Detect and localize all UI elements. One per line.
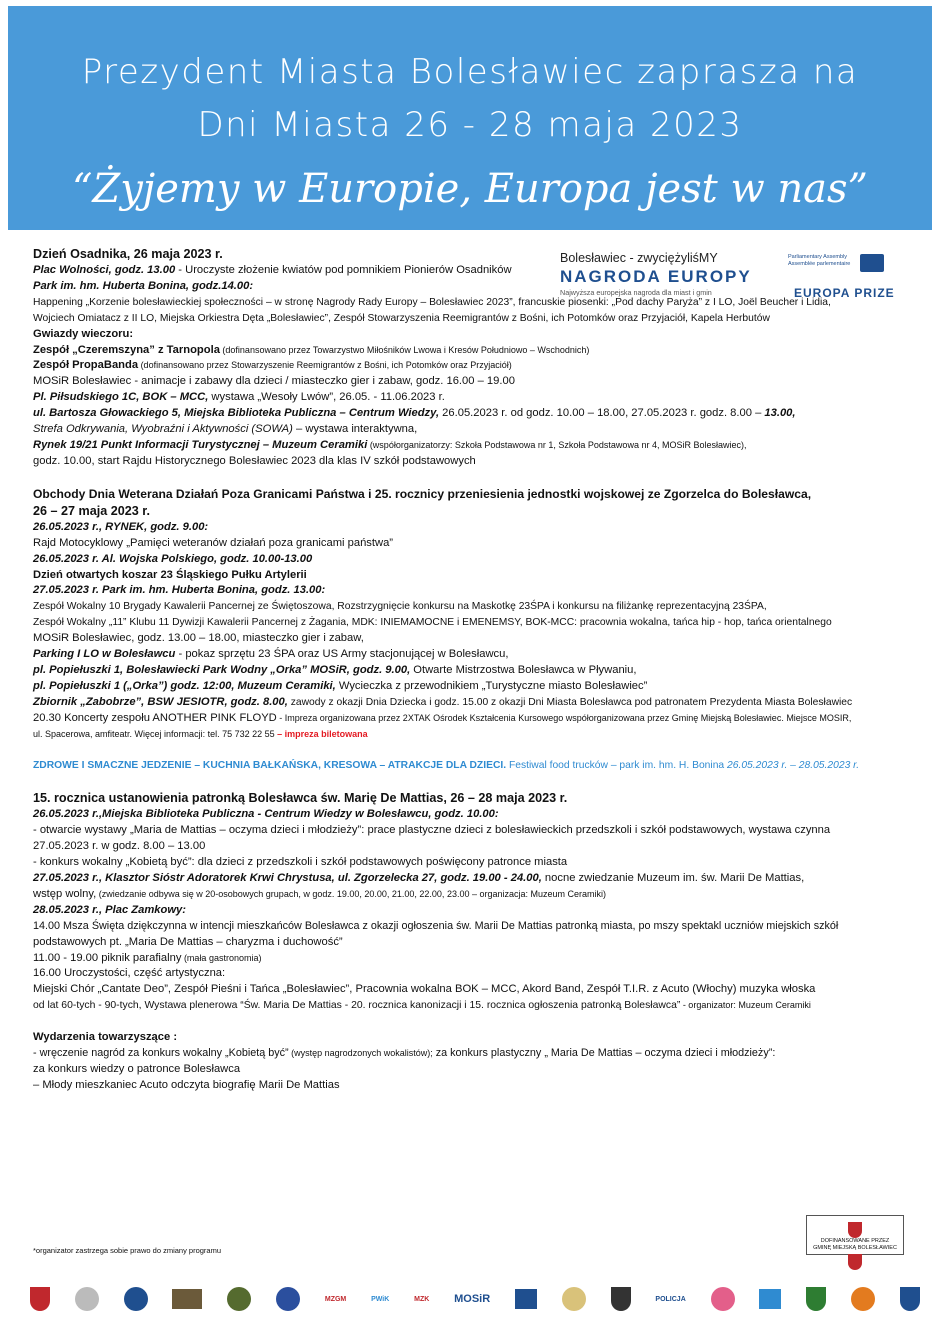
s4-l3: 27.05.2023 r. w godz. 8.00 – 13.00 [33, 840, 206, 853]
coat-of-arms-icon [848, 1222, 862, 1238]
military-badge-icon [227, 1287, 251, 1311]
pace-label: Parliamentary Assembly Assemblée parlementaire [788, 254, 851, 267]
anniversary-24-icon [851, 1287, 875, 1311]
police-logo: POLICJA [655, 1295, 686, 1303]
s2-l6: Zespół Wokalny 10 Brygady Kawalerii Pancernej ze Świętoszowa, Rozstrzygnięcie konkursu na Maskotkę 23ŚPA i konkursu na filiżankę reprezentacyjną 23ŚPA, [33, 601, 767, 613]
s2-l9a: Parking I LO w Bolesławcu [33, 648, 176, 661]
coat-of-arms-icon [848, 1254, 862, 1270]
s4-l6b: (zwiedzanie odbywa się w 20-osobowych grupach, w godz. 19.00, 20.00, 21.00, 22.00, 23.00 – organizacja: Muzeum Ceramiki) [96, 888, 607, 899]
header-line1: Prezydent Miasta Bolesławiec zaprasza na [81, 52, 859, 92]
scout-badge-icon [806, 1287, 826, 1311]
s1-l5: Gwiazdy wieczoru: [33, 327, 134, 340]
award-line2: NAGRODA EUROPY [560, 267, 752, 286]
s2-l14b: – impreza biletowana [277, 728, 368, 739]
header-line2: Dni Miasta 26 - 28 maja 2023 [197, 105, 743, 145]
s1-l8: MOSiR Bolesławiec - animacje i zabawy dla dzieci / miasteczko gier i zabaw, godz. 16.00 – 19.00 [33, 375, 515, 388]
s1-l7a: Zespół PropaBanda [33, 359, 139, 372]
city-logo-icon [75, 1287, 99, 1311]
s5-l3: – Młody mieszkaniec Acuto odczyta biografię Marii De Mattias [33, 1078, 340, 1091]
s1-l6b: (dofinansowano przez Towarzystwo Miłośników Lwowa i Kresów Południowo – Wschodnich) [219, 344, 590, 355]
award-line1: Bolesławiec - zwyciężyliśMY [560, 251, 718, 265]
footnote: *organizator zastrzega sobie prawo do zmiany programu [33, 1246, 222, 1255]
shield-logo-icon [611, 1287, 631, 1311]
s2-l2: Rajd Motocyklowy „Pamięci weteranów działań poza granicami państwa” [33, 536, 394, 549]
s2-l5: 27.05.2023 r. Park im. hm. Huberta Bonina, godz. 13.00: [33, 584, 326, 597]
s2-l8: MOSiR Bolesławiec, godz. 13.00 – 18.00, miasteczko gier i zabaw, [33, 632, 364, 645]
s1-title: Dzień Osadnika, 26 maja 2023 r. [33, 247, 223, 261]
pwik-logo: PWiK [371, 1295, 390, 1303]
s2-l12a: Zbiornik „Zabobrze”, BSW JESIOTR, godz. 8.00, [33, 695, 288, 708]
s1-l12a: Rynek 19/21 Punkt Informacji Turystycznej – Muzeum Ceramiki [33, 438, 368, 451]
s4-l1: 26.05.2023 r.,Miejska Biblioteka Publiczna - Centrum Wiedzy w Bolesławcu, godz. 10.00: [33, 808, 499, 821]
s4-l10b: (mała gastronomia) [181, 952, 262, 963]
spacer [33, 470, 913, 486]
s2-l13a: 20.30 Koncerty zespołu ANOTHER PINK FLOYD [33, 711, 277, 724]
s1-l10c: 13.00, [764, 407, 796, 420]
s4-title: 15. rocznica ustanowienia patronką Bolesławca św. Marię De Mattias, 26 – 28 maja 2023 r. [33, 791, 568, 806]
coat-of-arms-icon [30, 1287, 50, 1311]
s1-l1b: - Uroczyste złożenie kwiatów pod pomnikiem Pionierów Osadników [175, 264, 512, 276]
spacer [33, 774, 913, 790]
council-of-europe-icon [124, 1287, 148, 1311]
spacer [33, 1014, 913, 1030]
coat-of-arms-icon [900, 1287, 920, 1311]
s1-l7b: (dofinansowano przez Stowarzyszenie Reemigrantów z Bośni, ich Potomków oraz Przyjaciół) [138, 360, 512, 371]
s4-l9: podstawowych pt. „Maria De Mattias – charyzma i duchowość” [33, 935, 343, 948]
s4-l5b: nocne zwiedzanie Muzeum im. św. Marii De Mattias, [541, 872, 805, 884]
library-logo-icon [515, 1287, 537, 1311]
award-line3: Najwyższa europejska nagroda dla miast i gmin [560, 288, 712, 297]
s4-l13a: od lat 60-tych - 90-tych, Wystawa plenerowa “Św. Maria De Mattias - 20. rocznica kanonizacji i 15. rocznica ogłoszenia patronką Bolesławca” [33, 1000, 681, 1012]
s4-l12: Miejski Chór „Cantate Deo”, Zespół Pieśni i Tańca „Bolesławiec”, Pracownia wokalna BOK – MCC, Akord Band, Zespół T.I.R. z Acuto (Włochy) muzyka włoska [33, 983, 816, 996]
funded-box [806, 1215, 904, 1255]
s4-l2: - otwarcie wystawy „Maria de Mattias – oczyma dzieci i młodzieży”: prace plastyczne dzieci z bolesławieckich przedszkoli i szkół podstawowych, wystawa czynna [33, 824, 831, 837]
parish-logo-icon [562, 1287, 586, 1311]
spacer [33, 742, 913, 758]
funded-label: DOFINANSOWANE PRZEZ GMINĘ MIEJSKĄ BOLESŁAWIEC [813, 1238, 897, 1251]
s2-l14a: ul. Spacerowa, amfiteatr. Więcej informacji: tel. 75 732 22 55 [33, 728, 278, 739]
s1-l6a: Zespół „Czeremszyna” z Tarnopola [33, 343, 220, 356]
program-content [33, 246, 913, 1094]
s5-l1a: - wręczenie nagród za konkurs wokalny „Kobietą być” [33, 1047, 289, 1060]
s4-l5a: 27.05.2023 r., Klasztor Sióstr Adoratorek Krwi Chrystusa, ul. Zgorzelecka 27, godz. 19.00 - 24.00, [33, 872, 542, 884]
s2-title1: Obchody Dnia Weterana Działań Poza Granicami Państwa i 25. rocznicy przeniesienia jednostki wojskowej ze Zgorzelca do Bolesławca, [33, 486, 812, 501]
s3-c: 26.05.2023 r. – 28.05.2023 r. [727, 760, 860, 772]
s1-l13: godz. 10.00, start Rajdu Historycznego Bolesławiec 2023 dla klas IV szkół podstawowych [33, 454, 476, 467]
header-motto: “Żyjemy w Europie, Europa jest w nas” [71, 166, 869, 212]
header-banner [8, 6, 932, 230]
s4-l8: 14.00 Msza Święta dziękczynna w intencji mieszkańców Bolesławca z okazji ogłoszenia św. Marii De Mattias patronką miasta, po mszy spektakl uczniów miejskich szkół [33, 919, 839, 932]
s2-l11b: Wycieczka z przewodnikiem „Turystyczne miasto Bolesławiec” [335, 679, 648, 692]
s1-l10a: ul. Bartosza Głowackiego 5, Miejska Biblioteka Publiczna – Centrum Wiedzy, [33, 407, 440, 420]
s3-a: ZDROWE I SMACZNE JEDZENIE – KUCHNIA BAŁKAŃSKA, KRESOWA – ATRAKCJE DLA DZIECI. [33, 760, 507, 772]
s4-l6a: wstęp wolny, [33, 887, 97, 900]
s4-l7: 28.05.2023 r., Plac Zamkowy: [33, 903, 186, 916]
museum-logo-icon [172, 1287, 202, 1311]
s2-l7: Zespół Wokalny „11” Klubu 11 Dywizji Kawalerii Pancernej z Żagania, MDK: INIEMAMOCNE i EMENEMSY, BOK-MCC: pracownia wokalna, tańca hip - hop, tańca orientalnego [33, 617, 832, 629]
s2-l11a: pl. Popiełuszki 1 („Orka”) godz. 12:00, Muzeum Ceramiki, [33, 679, 336, 692]
s2-l13b: - Impreza organizowana przez 2XTAK Ośrodek Kształcenia Kursowego współorganizowana przez Gminę Miejską Bolesławiec. Miejsce MOSIR, [276, 712, 852, 723]
s4-l13b: - organizator: Muzeum Ceramiki [680, 1000, 811, 1011]
s2-l9b: - pokaz sprzętu 23 ŚPA oraz US Army stacjonującej w Bolesławcu, [175, 648, 509, 661]
s2-l12b: zawody z okazji Dnia Dziecka i godz. 15.00 z okazji Dni Miasta Bolesławca pod patronatem Prezydenta Miasta Bolesławiec [287, 696, 853, 708]
s1-l3: Happening „Korzenie bolesławieckiej społeczności – w stronę Nagrody Rady Europy – Bolesławiec 2023”, francuskie piosenki: „Pod dachy Paryża” z I LO, Joël Beucher i Lidia, [33, 296, 831, 308]
ceramics-logo-icon [276, 1287, 300, 1311]
s2-title2: 26 – 27 maja 2023 r. [33, 503, 150, 518]
s2-l10b: Otwarte Mistrzostwa Bolesławca w Pływaniu, [410, 663, 637, 676]
s1-l4: Wojciech Omiatacz z II LO, Miejska Orkiestra Dęta „Bolesławiec”, Zespół Stowarzyszenia Reemigrantów z Bośni, ich Potomków oraz Przyjaciół, Kapela Herbutów [33, 312, 770, 324]
anniversary-logo-icon [711, 1287, 735, 1311]
s5-l2: za konkurs wiedzy o patronce Bolesławca [33, 1062, 241, 1075]
sponsor-logos [30, 1284, 920, 1314]
s1-l2: Park im. hm. Huberta Bonina, godz.14.00: [33, 279, 254, 292]
s1-l9a: Pl. Piłsudskiego 1C, BOK – MCC, [33, 391, 209, 404]
s2-l4: Dzień otwartych koszar 23 Śląskiego Pułku Artylerii [33, 568, 307, 581]
mzk-logo: MZK [414, 1295, 430, 1303]
s4-l11: 16.00 Uroczystości, część artystyczna: [33, 967, 226, 980]
s3-b: Festiwal food trucków – park im. hm. H. Bonina [506, 760, 728, 772]
s1-l11a: Strefa Odkrywania, Wyobraźni i Aktywności (SOWA) [33, 423, 293, 436]
hospital-logo-icon [759, 1287, 781, 1311]
s1-l9b: wystawa „Wesoły Lwów”, 26.05. - 11.06.2023 r. [208, 391, 445, 404]
mosir-logo: MOSiR [454, 1293, 491, 1305]
mzgm-logo: MZGM [324, 1295, 347, 1303]
s2-l3: 26.05.2023 r. Al. Wojska Polskiego, godz. 10.00-13.00 [33, 552, 313, 565]
s2-l10a: pl. Popiełuszki 1, Bolesławiecki Park Wodny „Orka” MOSiR, godz. 9.00, [33, 663, 411, 676]
s2-l1: 26.05.2023 r., RYNEK, godz. 9.00: [33, 520, 209, 533]
s1-l1a: Plac Wolności, godz. 13.00 [33, 264, 176, 276]
s1-l11b: – wystawa interaktywna, [292, 423, 418, 436]
s5-l1b: (występ nagrodzonych wokalistów); [288, 1048, 433, 1059]
s1-l10b: 26.05.2023 r. od godz. 10.00 – 18.00, 27.05.2023 r. godz. 8.00 – [439, 407, 765, 420]
s5-l1c: za konkurs plastyczny „ Maria De Mattias – oczyma dzieci i młodzieży”: [432, 1047, 776, 1060]
s4-l10a: 11.00 - 19.00 piknik parafialny [33, 951, 182, 964]
s5-title: Wydarzenia towarzyszące : [33, 1031, 178, 1044]
europa-prize-label: EUROPA PRIZE [794, 286, 895, 300]
s1-l12b: (współorganizatorzy: Szkoła Podstawowa nr 1, Szkoła Podstawowa nr 4, MOSiR Bolesławiec), [367, 439, 747, 450]
s4-l4: - konkurs wokalny „Kobietą być”: dla dzieci z przedszkoli i szkół podstawowych poświęcony patronce miasta [33, 856, 568, 869]
